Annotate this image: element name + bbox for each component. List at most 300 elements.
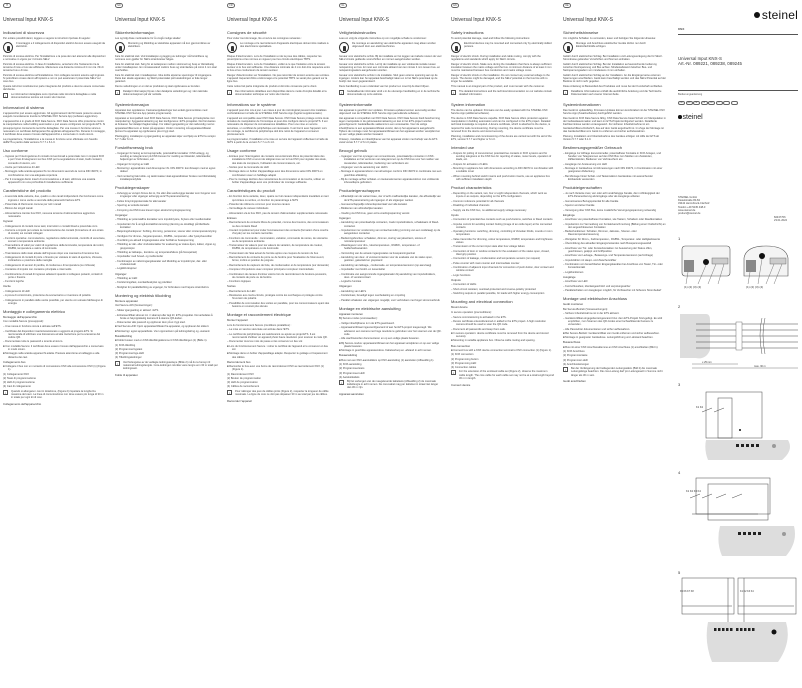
warning-block xyxy=(227,42,330,53)
secure-list xyxy=(451,316,554,331)
mounting-heading: Montage und elektrischer Anschluss xyxy=(563,296,628,302)
outputs-list xyxy=(451,283,554,295)
system-paragraphs-item: Planung, Installation und Inbetriebnahme des Gerätes erfolgen mit Hilfe der ETS ab Version 5.7.7 oder 6.1.0. xyxy=(563,134,660,141)
svg-text:(1) (2) (3) (4): (1) (2) (3) (4) xyxy=(684,285,702,289)
warning-text: Montage und Anschluss elektrischer Geräte dürfen nur durch Elektrofachkräfte erfolgen. xyxy=(576,41,646,48)
language-badge: DE xyxy=(563,3,571,8)
inputs-items-item: – Pulse counter with main counter and intermediate counter xyxy=(451,262,554,265)
safety-intro: Um mögliche Schäden zu vermeiden, lesen und befolgen Sie folgende Hinweise: xyxy=(563,37,656,40)
cable-note xyxy=(451,370,554,381)
system-paragraphs xyxy=(3,112,106,144)
outputs-items-item: – Connection of LEDs xyxy=(451,283,554,286)
numbered-item: (3) LED di programmazione xyxy=(3,381,35,385)
features-items-item: – Afhankelijk van de variant twee, vier of acht onafhankelijke kanalen, die afhankelijk van de ETS-parametrering als ingangen of als uitgangen werken xyxy=(339,195,442,201)
language-column-it xyxy=(0,0,108,688)
inputs-list xyxy=(563,218,666,274)
features-items-item: – Disabling of individual channels xyxy=(451,204,554,207)
outputs-items-item: – Parallelschalten von Ausgängen möglich, für Verbraucher mit höherem Strombedarf xyxy=(563,289,666,292)
figure-3-label: 3 xyxy=(678,382,681,387)
inputs-items-item: – Logikkfunksjoner xyxy=(115,267,218,270)
system-paragraphs-item: The device is KNX Data Secure capable. KNX Data Secure offers protection against manipulation in building automation and can be configured in the ETS project. Detailed technical knowledge is required. A device certificate, which is attached to the device, is required for safe commissioning. During mounting, the device certificate must be removed from the device and stored securely. xyxy=(451,117,551,133)
figure-1-device-diagram xyxy=(678,244,798,290)
outputs-items-item: – Kurzschlussfest, überlastgeschützt und verpolungssicher xyxy=(563,285,666,288)
secure-bullets-item: ■ Montering i egnet apparatboks. Vær oppmerksom på ledningsføring og -avstand. xyxy=(115,330,218,333)
connect-device-heading: Raccorder l'appareil xyxy=(227,398,252,403)
bus-bullet: ■ Collegare il bus con un morsetto di connessione KNX alla connessione KNX (1) (Figura 1). xyxy=(3,365,106,371)
svg-text:K1 K2 K3 K4: K1 K2 K3 K4 xyxy=(686,490,701,493)
safety-paragraphs-item: Danger of electric shock on the installation. Do not connect any external voltage to the inputs. The device might be damaged, and the SELV potential on the bus line will no longer be available. xyxy=(451,74,550,84)
cable-note-text: For the extension of the enclosed cable set (Figure 2), observe the maximum cable length. The core cable for each cable set may not be at a total length beyond 30 m in length. xyxy=(459,370,554,380)
info-note xyxy=(339,90,442,98)
features-list xyxy=(451,192,554,212)
features-list xyxy=(3,195,106,218)
features-items-item: – Depending on the variant, two, four or eight independent channels, which work as inputs or as outputs, depending on the ETS configuration xyxy=(451,192,554,198)
system-paragraphs xyxy=(339,109,442,144)
safety-paragraphs-item: Deze handleiding is een onderdeel van het product en moet bij de klant blijven. xyxy=(339,85,430,89)
numbered-item: (4) Connection cables xyxy=(451,366,477,370)
safety-paragraphs xyxy=(3,55,106,92)
inputs-items-item: – Funzioni operative: commutazione, regolazione della luminosità, controllo di veneziane, scenari o temperatura ambiente xyxy=(3,237,106,243)
secure-bullets-item: ■ Bei Secure-Betrieb: Gerätezertifikat vom Gerät entfernen und sicher aufbewahren. xyxy=(563,332,666,335)
features-items-item: – Alimentazione tramite bus KNX, nessuna tensione di alimentazione aggiuntiva necessaria xyxy=(3,212,106,218)
inputs-items-item: – Anschluss von potentialfreien Kontakten, wie Tastern, Schaltern oder Reedkontakten xyxy=(563,218,666,221)
outputs-items-item: – Parallel schakelen van uitgangen mogelijk, voor verbruikers met hoger stroomverbruik xyxy=(339,299,442,302)
safety-intro: Per evitare possibili danni, leggere e seguire le istruzioni riportate di seguito: xyxy=(3,37,91,40)
language-oval: NO xyxy=(708,101,715,105)
inputs-heading: Ingressi xyxy=(3,219,13,224)
inputs-items-item: – Aansluiting van potentiaalvrije contacten, zoals impulsdrukkers, schakelaars of Reed-contacten xyxy=(339,221,442,227)
warning-block xyxy=(3,42,106,53)
numbered-item: (4) Tilkoblingsledninger xyxy=(115,356,142,360)
language-oval: IT xyxy=(716,101,723,105)
svg-text:max. 30 m: max. 30 m xyxy=(754,365,766,368)
secure-items-item: – Enhetssertifikat skrevet inn i / skannet eller lagt til i ETS-prosjektet. Det anbefales å bruke et høyoppløselig kamera til å skanne QR-koden. xyxy=(115,314,218,320)
inputs-heading: Entrées xyxy=(227,215,237,220)
brand-name: steinel xyxy=(682,114,703,121)
features-items-item: – Gemeinsames Bezugspotential für alle Kanäle xyxy=(563,200,666,203)
system-heading: Systeminformasjon xyxy=(115,102,150,107)
svg-text:(1) (2) (3) (4): (1) (2) (3) (4) xyxy=(746,285,764,289)
secure-items-item: – Le certificat de périphérique est saisi/scanné ou ajouté au projet ETS. Il est recommandé d'utiliser un appareil photo haute résolution pour scanner le code QR. xyxy=(227,333,330,339)
secure-list xyxy=(563,312,666,330)
document-number xyxy=(774,216,787,222)
mount-device-heading: Montere apparatet xyxy=(115,298,138,303)
numbered-item: (2) Tasto di programmazione xyxy=(3,376,36,380)
inputs-items-item: – Impulsteller med hoved- og mellomteller xyxy=(115,255,218,258)
bus-connection-heading: Bus connection xyxy=(451,343,471,348)
features-items-item: – Blokkeren van afzonderlijke kanalen xyxy=(339,207,442,210)
language-ovals xyxy=(678,101,738,105)
outputs-heading: Uitgangen xyxy=(339,284,352,289)
features-list xyxy=(115,192,218,212)
info-note-text: Des informations détaillées sont disponibles dans le mode d'emploi détaillé et la documentation technique sur notre site Internet. xyxy=(235,90,327,97)
features-heading: Product characteristics xyxy=(451,185,492,191)
info-note xyxy=(3,93,106,101)
use-items-item: – Montage dans un boîtier d'appareillage avec des dimensions selon DIN 49073 en combinaison avec un habillage adapté xyxy=(227,170,330,176)
safety-paragraphs-item: Fare for elektrisk støt. Sørg for at isolasjonen mellom strømnett og buss er tilstrekkelig under installasjonen. En minsteavstand mellom buss og strømledere på minst 4 mm skal overholdes. xyxy=(115,62,217,73)
safety-paragraphs-item: Danger d'électrocution sur l'installation. Ne pas raccorder de tension externe aux entrées. L'appareil risquerait d'être endommagé et le potentiel TBTS ne serait plus garanti sur la ligne bus. xyxy=(227,74,330,84)
features-items-item: – Sperren einzelner Kanäle xyxy=(563,204,666,207)
secure-mode-label: Ved Secure-drift (forutsetninger): xyxy=(115,304,153,308)
language-oval: DE xyxy=(678,101,685,105)
language-oval: FR xyxy=(701,101,708,105)
language-oval: EN xyxy=(686,101,693,105)
outputs-list xyxy=(115,277,218,289)
bus-bullet: ■ Bus mit einer KNX Anschlussklemme an KNX Anschluss (1) anschließen (Bild 1). xyxy=(563,346,666,349)
intended-use-list xyxy=(339,155,442,184)
features-items-item: – Potenziale di riferimento comune per tutti i canali xyxy=(3,203,106,206)
cable-note xyxy=(115,361,218,372)
numbered-item: (4) Cavi di collegamento xyxy=(3,385,31,389)
safety-intro: To avoid potential damage, read and follow the following instructions: xyxy=(451,37,531,40)
bus-connection-heading: Collegamento bus xyxy=(3,359,26,364)
use-items-item: – Montaggio nella scatola apparecchi con dimensioni secondo la norma DIN 49073, in combinazione con una adeguata copertura xyxy=(3,170,106,176)
secure-items-item: – Certificato del dispositivo inserito/scansionato o aggiunto al progetto ETS. Si raccomanda di utilizzare una fotocamera ad alta risoluzione per la scansione del codice QR. xyxy=(3,330,106,340)
safety-paragraphs-item: Gefahr durch elektrischen Schlag an der Installation. An die Eingänge keine externen Spannungen anschließen. Gerät kann beschädigt werden und das SELV-Potential auf der Buslinie ist nicht mehr gegeben. xyxy=(563,74,666,84)
safety-paragraphs-item: Danger of electric shock. During installation and cable routing, comply with the regulations and standards which apply for SELV circuits. xyxy=(451,54,541,61)
warning-text: Il montaggio e il collegamento di dispositivi elettrici devono essere eseguiti da elettricisti. xyxy=(16,41,105,48)
system-paragraphs-item: La programmation, l'installation et la mise en service de l'appareil s'effectuent à l'aide de l'ETS à partir de la version 5.7.7 ou 6.1.0. xyxy=(227,137,329,145)
inputs-items-item: – Connection of potential-free contacts such as push-buttons, switches or Reed contacts xyxy=(451,218,554,221)
inputs-list xyxy=(3,225,106,284)
use-items-item: – Outputs for activation of LEDs xyxy=(451,163,554,166)
intended-use-list xyxy=(563,152,666,181)
inputs-items-item: – Verzending van de actuele ingangsstatus na busspanningsuitval xyxy=(339,252,442,255)
numbered-item: (3) Programmier-LED xyxy=(563,358,588,362)
info-icon: i xyxy=(563,367,568,372)
safety-paragraphs-item: Pericolo di scossa elettrica sull'installazione. Non collegare tensioni esterne agli ingressi. Si potrebbero creare danni all'impianto e non si può assicurare il potenziale SELV sul cavo bus. xyxy=(3,74,105,84)
inputs-heading: Inputs xyxy=(451,212,459,217)
knx-logo: KNX xyxy=(678,27,685,31)
features-items-item: – Gemeenschappelijk referentiepotentiaal voor alle kanalen xyxy=(339,203,442,206)
info-icon: i xyxy=(115,90,120,95)
numbered-item: (3) Programmerings-LED xyxy=(115,352,144,356)
mounting-heading: Montage et raccordement électrique xyxy=(227,312,292,318)
inputs-items-item: – Kombination von benachbarten Eingangskanälen bei Anschluss von Taster, Tür- oder Fensterkontakt xyxy=(563,263,666,269)
secure-mode-label: In secure operation (preconditions): xyxy=(451,310,492,314)
secure-items-item: – Gerätezertifikat eingegeben/eingescannt bzw. dem ETS-Projekt hinzugefügt. Es wird empfohlen, zum Scannen des QR-Codes eine hochauflösende Kamera zu verwenden. xyxy=(563,317,666,327)
features-list xyxy=(339,195,442,215)
inputs-items-item: – Transmission of the current input state after bus voltage failure xyxy=(451,245,554,248)
features-items-item: – Je nach Variante zwei, vier oder acht unabhängige Kanäle, die in Abhängigkeit der ETS-Parametrierung als Eingänge oder als Ausgänge arbeiten xyxy=(563,192,666,198)
inputs-items-item: – Anschluss von Leckage-, Betauungs- und Temperatursensoren (auf Anfrage) xyxy=(563,254,666,257)
safety-paragraphs xyxy=(451,55,554,89)
system-paragraphs-item: Apparatet kan oppdateres. Fastvareoppdateringer kan enkelt gjennomføres med STEINEL KNX Service App (ekstra programvare). xyxy=(115,109,208,116)
company-email[interactable]: product@steinel.de xyxy=(678,212,701,216)
inputs-items-item: – Combinatie van aangrenzende ingangskanalen bij aansluiting van impulsdrukkers, deur- of venstercontact xyxy=(339,273,442,279)
secure-bullets-item: ■ In secure operation: device certificate must be removed from the device and stored securely. xyxy=(451,332,554,338)
secure-bullets-item: ■ Con modalità Secure: il certificato deve essere rimosso dall'apparecchio e conservato in modo sicuro. xyxy=(3,345,106,351)
inputs-heading: Ingangen xyxy=(339,215,351,220)
features-list xyxy=(563,192,666,212)
info-icon: i xyxy=(3,93,8,98)
outputs-list xyxy=(339,290,442,302)
inputs-heading: Eingänge xyxy=(563,212,575,217)
language-column-nl xyxy=(336,0,444,688)
warning-text: De montage en aansluiting van elektrische apparaten mag alleen worden uitgevoerd door een elektrotechnicus. xyxy=(352,41,436,48)
safety-paragraphs-item: Risque d'électrocution. Lors de l'installation et de la pose des câbles, respecter les prescriptions et les normes en vigueur pour les circuits électriques TBTS. xyxy=(227,54,322,61)
bus-connection-heading: Raccordement bus xyxy=(227,359,251,364)
connection-legend xyxy=(339,363,442,379)
intended-use-heading: Forskriftsmessig bruk xyxy=(115,145,154,151)
info-icon: i xyxy=(339,380,344,385)
safety-paragraphs-item: Gefahr durch elektrischen Schlag. Bei Installation und Leitungsverlegung die für SELV-Stromkreise geltenden Vorschriften und Normen einhalten. xyxy=(563,54,663,61)
features-heading: Produktegenskaper xyxy=(115,185,150,191)
numbered-item: (3) Programmeer-LED xyxy=(339,371,365,375)
cable-note-text: Ved forlengelse av de vedlagte ledningssettene (Bilde 2) må du ta hensyn til maksimal ledningslengde. Core-ledningen må ikke være lengre enn 30 m totalt per ledningssett. xyxy=(123,360,218,371)
cover-title-block xyxy=(678,56,742,66)
info-icon: i xyxy=(451,370,456,375)
features-heading: Producteigenschappen xyxy=(339,188,380,194)
steinel-logo xyxy=(754,8,798,22)
figure-5-label: 5 xyxy=(678,570,681,575)
inputs-items-item: – Aansluiting van lekkage-, condensatie- en temperatuursensoren (op aanvraag) xyxy=(339,264,442,267)
use-items-item: – Innganger for lesing av konvensjonelle, potensialfrie kontakter i KNX-anlegg, og sending av telegrammer på KNX-bussen for melding av tilstander, tellerstander, betjeninger av forbrukere, etc. xyxy=(115,152,218,162)
inputs-items-item: – Anschluss von Tür- oder Fensterkontakten zur Auswertung der Status offen, geschlossen, gekippt und Griffposition xyxy=(563,247,666,253)
language-oval xyxy=(731,101,738,105)
inputs-items-item: – Übermittlung des aktuellen Eingangszustandes nach Busspannungsausfall xyxy=(563,242,666,245)
company-city: 33442 Herzebrock-Clarholz xyxy=(678,202,710,206)
features-list xyxy=(227,195,330,215)
cable-note xyxy=(563,367,666,378)
divider xyxy=(678,34,798,35)
info-note-text: Detaljert informasjon finnes i den detaljerte veiledningen og i den tekniske dokumentasjonen på vår nettside. xyxy=(123,90,208,97)
use-items-item: – Sorties pour la commande de LED xyxy=(227,166,330,169)
inputs-items-item: – Raccordement de contacts de porte ou de fenêtre pour l'évaluation de l'état ouvert, fermé, incliné et position de poignée xyxy=(227,256,330,262)
mount-device-heading: Apparaat monteren xyxy=(339,311,363,316)
secure-items-item: – Secure commissioning is activated in the ETS. xyxy=(451,316,554,319)
safety-heading: Safety instructions xyxy=(451,30,484,35)
inputs-items-item: – Raccordement de capteurs de fuite, de condensation et de température (sur demande) xyxy=(227,264,330,267)
info-icon: i xyxy=(451,90,456,95)
inputs-items-item: – Fonctions de commande : commutation, variation, commande de stores, de scénarios ou de température ambiante xyxy=(227,237,330,243)
inputs-items-item: – Overføring av aktuell inngangsstatus etter bortfall av bussspenning xyxy=(115,239,218,242)
outputs-heading: Uscite xyxy=(3,284,11,289)
figure-1-label: 1 xyxy=(678,236,681,241)
outputs-items-item: – Raccordement de LED xyxy=(227,290,330,293)
inputs-items-item: – Combination of adjacent input channels for connection of push-button, door contact and window contact xyxy=(451,266,554,272)
product-title: Universal Input KNX-S xyxy=(339,17,390,23)
secure-bullets-item: ■ Montage in geschikte apparatendoos. Kabelverloop en -afstand in acht nemen. xyxy=(339,349,442,352)
features-items-item: – En fonction de la variante, deux, quatre ou huit canaux indépendants travaillant en tant qu'entrées ou sorties, en fonction du paramétrage à l'ETS xyxy=(227,195,330,201)
system-paragraphs-item: Het apparaat is geschikt voor updates. Firmware-updates kunnen eenvoudig worden uitgevoerd met de STEINEL KNX Service App (aanvullende software). xyxy=(339,109,437,116)
features-items-item: – Avhengig av versjon finnes det to, fire eller åtte uavhengige kanaler som fungerer som innganger eller utganger avhengig av ETS-parameterisering xyxy=(115,192,218,198)
features-heading: Produkteigenschaften xyxy=(563,185,602,191)
inputs-items-item: – Kombinasjon av naboinngangskanaler ved tilkobling av impulsbryter, dør- eller vinduskontakt xyxy=(115,260,218,266)
inputs-items-item: – Bedienfunktionen: Schalten, Dimmen, Jalousie-, Szenen- oder Raumtemperatursteuerung xyxy=(563,230,666,236)
cable-note xyxy=(227,390,330,398)
outputs-heading: Sorties xyxy=(227,284,236,289)
secure-mode-label: Bij Secure-modus (voorwaarden): xyxy=(339,317,378,321)
outputs-items-item: – A prova di cortocircuito, protezione da sovraccarico e inversione di polarità xyxy=(3,294,106,297)
numbered-item: (2) Programmiertaste xyxy=(563,354,588,358)
system-paragraphs-item: Planning, installation and commissioning of the device are carried out with the aid of the ETS, version 5.7.7 and higher or 6.1.0. xyxy=(451,134,552,141)
outputs-items-item: – Mulighet for parallellkobling av utganger, for forbrukere med høyere strømbehov xyxy=(115,286,218,289)
language-badge: IT xyxy=(3,3,11,8)
info-note-text: Detaillierte Informationen enthält die ausführliche Anleitung und die Technische Dokumentation auf unserer Internet-Seite. xyxy=(571,90,662,97)
figure-4-label: 4 xyxy=(678,470,681,475)
figure-4-wiring-diagram xyxy=(678,476,798,560)
doc-number: 82437706 xyxy=(774,216,786,219)
outputs-items-item: – Switching outputs in parallel possible, for loads with higher energy consumption xyxy=(451,292,554,295)
numbered-item: (4) Câbles de raccordement xyxy=(227,385,260,389)
secure-items-item: – Dokumenter alle passord og oppbevar dem på et trygt sted. xyxy=(115,321,218,324)
system-paragraphs-item: The device can be updated. Firmware can be easily updated with the STEINEL KNX Service App (additional software). xyxy=(451,109,548,116)
cable-note-text: Quando si allungano i cavi in dotazione, (Figura 2) rispettare la lunghezza massima del cavo. La linea di comunicazione non deve essere più lunga di 30 m in totale per ogni kit di cavi. xyxy=(11,389,104,399)
system-paragraphs xyxy=(451,109,554,141)
info-icon: i xyxy=(227,90,232,95)
inputs-items-item: – Courant impulsionnel pour éviter l'encrassement des contacts (formation d'une couche d'oxyde) sur les contacts raccordés xyxy=(227,229,330,235)
inputs-items-item: – Transmission de l'état actuel de l'entrée après une coupure de tension du bus xyxy=(227,252,330,255)
connect-device-heading: Gerät anschließen xyxy=(563,379,586,384)
connect-device-heading: Connect device xyxy=(451,382,471,387)
safety-paragraphs-item: This manual is an integral part of the product, and must remain with the customer. xyxy=(451,85,545,89)
use-items-item: – Montage in apparatendozen met afmetingen conform DIN 49073 in combinatie met een geschikte afdekking xyxy=(339,170,442,176)
features-items-item: – Supply via the KNX bus, no additional supply voltage necessary xyxy=(451,209,554,212)
features-items-item: – A seconda della variante, due, quattro o otto canali indipendenti che funzionano come ingressi o come uscite a seconda della parametrizzazione ETS xyxy=(3,195,106,201)
secure-bullets-item: ■ Lors du fonctionnement Secure : retirer le certificat de l'appareil et le conserver en lieu sûr. xyxy=(227,345,330,351)
inputs-items-item: – Combinaison de canaux d'entrée voisins lors du raccordement de boutons-poussoirs, de contacts de porte ou de fenêtre xyxy=(227,273,330,279)
doc-date: 23.01.2024 xyxy=(774,219,787,223)
secure-items-item: – Sichere Inbetriebnahme ist in der ETS aktiviert. xyxy=(563,312,666,315)
numbered-item: (4) Aansluitkabels xyxy=(339,375,360,379)
language-column-fr xyxy=(224,0,332,688)
info-note-text: Gedetailleerde informatie vindt u in de uitvoerige handleiding en in de technische documentatie op onze website. xyxy=(347,90,440,97)
warning-block xyxy=(451,42,554,53)
intended-use-heading: Uso conforme xyxy=(3,148,28,154)
info-note-text: Le informazioni dettagliate sono riportate nelle istruzioni dettagliate e nella documentazione tecnica sul nostro sito Internet. xyxy=(11,93,97,100)
language-badge: FR xyxy=(227,3,235,8)
inputs-items-item: – Operating functions: switching, dimming, controlling of Venetian blinds, moods or room temperature xyxy=(451,230,554,236)
secure-list xyxy=(339,322,442,340)
inputs-items-item: – Corrente a impulsi per evitare la contaminazione dei contatti (formazione di uno strato di ossido) sui contatti collegati xyxy=(3,229,106,235)
inputs-items-item: – Raccordement de contacts libres de potentiel, comme des boutons, des commutateurs ou des contacts Reed xyxy=(227,221,330,227)
use-items-item: – Mounting in appliance box with dimensions according to DIN 49073 in combination with a suitable cover xyxy=(451,167,554,173)
connection-legend xyxy=(563,350,666,366)
connection-legend xyxy=(451,353,554,369)
warning-block xyxy=(339,42,442,53)
secure-bullets xyxy=(3,345,106,359)
safety-intro: Lees en volg de volgende instructies op om mogelijke schade te voorkomen: xyxy=(339,37,427,40)
safety-paragraphs-item: Pericolo di scossa elettrica. In fase di installazione, accertarsi che l'isolamento tra la tensione di rete e bus sia sufficiente. Mantenere una distanza minima di 4 mm tra i fili di tensione bus e di rete. xyxy=(3,62,104,73)
svg-text:K1 K2 K3 K4: K1 K2 K3 K4 xyxy=(740,590,754,593)
inputs-items-item: – Impulszähler mit Haupt- und Zwischenzähler xyxy=(563,259,666,262)
figure-5-wiring-diagram xyxy=(678,576,800,666)
electrician-warning-icon xyxy=(563,42,573,53)
cable-note-text: Bij het verlengen van de meegeleverde kabelsets (Afbeelding 2) de maximale kabellengte in acht nemen. De core-kabel mag per kabelset in totaal niet langer dan 30 m zijn. xyxy=(347,379,439,390)
bus-connection-heading: Busaansluiting xyxy=(339,353,358,358)
numbered-item: (1) Collegamento KNX xyxy=(3,372,29,376)
info-icon: i xyxy=(227,390,232,395)
inputs-items-item: – Tilkobling av dør- eller vinduskontakter for evaluering av status åpen, lukket, vippet og grepposisjon xyxy=(115,243,218,249)
company-phone: Telefon +49 5245 448-0 xyxy=(678,205,706,209)
connect-device-heading: Collegamento dell'apparecchio xyxy=(3,401,42,406)
steinel-logo-small xyxy=(678,114,703,121)
system-paragraphs-item: Ontwerp, installatie en inbedrijfname van het apparaat vinden met behulp van de ETS vanaf versie 5.7.7 of 6.1.0 plaats. xyxy=(339,137,438,145)
use-items-item: – Utganger for styring av LED xyxy=(115,163,218,166)
inputs-list xyxy=(339,221,442,283)
numbered-item: (1) KNX-aansluiting xyxy=(339,363,362,367)
svg-text:K5 K6 K7 K8: K5 K6 K7 K8 xyxy=(680,590,694,593)
inputs-items-item: – Transmetteur de valeurs pour les valeurs de variation, de température de couleur, RGBW, de température ou de luminosité xyxy=(227,244,330,250)
numbered-item: (3) LED de programmation xyxy=(227,381,258,385)
secure-items-item: – Apparaatcertificaat ingevoerd/gescand of aan het ETS-project toegevoegd. We adviseren een camera met hoge resolutie te gebruiken voor het scannen van de QR-code. xyxy=(339,326,442,336)
inputs-heading: Innganger xyxy=(115,212,128,217)
system-paragraphs-item: Het apparaat is compatibel met KNX Data Secure. KNX Data Secure biedt bescherming tegen manipulatie in de gebouwautomatisering en kan in het ETS-project worden geconfigureerd. Gedetailleerde vakkennis is een voorwaarde. Voor de veilige inbedrijfname is een apparaatcertificaat vereist, dat op het apparaat is aangebracht. Tijdens de montage moet het apparaatcertificaat van het apparaat worden verwijderd en op een veilige plaats worden bewaard. xyxy=(339,117,441,137)
use-items-item: – Pour le montage derrière des mécanismes de commutation et de touche, utiliser un boîtier d'appareillage avec une profondeur de montage suffisante xyxy=(227,178,330,184)
secure-items-item: – Veilige inbedrijfname is in de ETS geactiveerd. xyxy=(339,322,442,325)
inputs-items-item: – Logikfunktionen xyxy=(563,271,666,274)
use-items-item: – Entrées pour l'interrogation de contacts conventionnels libres de potentiel dans des installations KNX et envoi de télégrammes sur le bus KNX pour signaler des états, des états de compteurs, l'utilisation de consommateurs, etc. xyxy=(227,155,330,165)
divider xyxy=(678,90,798,91)
connection-legend xyxy=(227,373,330,389)
safety-heading: Sicherheitshinweise xyxy=(563,30,599,35)
language-badge: NL xyxy=(339,3,347,8)
inputs-items-item: – Trasmissione dello stato attuale dell'ingresso dopo una mancanza di tensione bus xyxy=(3,252,106,255)
safety-paragraphs-item: Queste istruzioni costituiscono parte integrante del prodotto e devono essere conservate dal cliente. xyxy=(3,85,105,92)
warning-text: Montering og tilkobling av elektriske apparater må kun gjennomføres av elektrikere. xyxy=(128,41,211,48)
cover-column xyxy=(672,0,802,688)
use-items-item: – Uitgangen voor de aansturing van LED's xyxy=(339,166,442,169)
inputs-items-item: – Bedieningsfuncties: schakelen, dimmen, sturing van jaloezieën, scènes of ruimtetemperatuur xyxy=(339,237,442,243)
numbered-item: (1) KNX-tilkobling xyxy=(115,343,136,347)
cable-note xyxy=(339,380,442,391)
bus-bullet: ■ Koble bussen med en KNX-tilkoblingsklemme til KNX-tilkoblingen (1) (Bilde 1). xyxy=(115,339,218,342)
warning-text: Electrical devices may be mounted and connected only by electrically skilled persons. xyxy=(464,41,552,48)
company-address xyxy=(678,196,710,215)
secure-bullets-item: ■ Montage in geeigneter Gerätedose. Leitungsführung und -abstand beachten. xyxy=(563,336,666,339)
secure-items-item: – Sikker igangsetting er aktivert i ETS. xyxy=(115,309,218,312)
connect-device-heading: Apparaat aansluiten xyxy=(339,392,364,397)
outputs-items-item: – Possibilité de commutation des sorties en parallèle, pour les consommateurs ayant des besoins en courant plus élevés xyxy=(227,302,330,308)
language-oval xyxy=(723,101,730,105)
system-paragraphs-item: La progettazione, l'installazione e la messa in funzione sono effettuate con l'ausilio dell'ETS a partire dalla versione 5.7.7 o 6.1.0. xyxy=(3,137,98,145)
secure-items-item: – Documentare tutte le password e tenerle al sicuro. xyxy=(3,340,106,343)
features-items-item: – Verrouillage de canaux individuels xyxy=(227,207,330,210)
inputs-items-item: – Connection of leakage, condensation and temperature sensors (on request) xyxy=(451,257,554,260)
inputs-items-item: – Waardegever voor dim-, kleurtemperatuur-, RGBW-, temperatuur- of helderheidswaarden xyxy=(339,244,442,250)
outputs-items-item: – Tilkobling av LED xyxy=(115,277,218,280)
intended-use-list xyxy=(115,152,218,181)
brand-name: steinel xyxy=(761,8,798,22)
info-icon: i xyxy=(339,90,344,95)
safety-heading: Sikkerhetsinformasjon xyxy=(115,30,155,35)
numbered-item: (2) Bouton de programmation xyxy=(227,376,261,380)
inputs-items-item: – Logische functies xyxy=(339,280,442,283)
inputs-items-item: – Combinazione di canali di ingresso adiacenti quando si collegano pulsanti, contatti di porte o finestre xyxy=(3,273,106,279)
inputs-items-item: – Tilkobling av lekkasje-, kondens- og temperaturfølere (på forespørsel) xyxy=(115,251,218,254)
logo-dot-icon xyxy=(678,115,682,119)
features-heading: Caractéristiques du produit xyxy=(227,188,275,194)
article-numbers: Art.-Nr. 089221, 089238, 089245 xyxy=(678,61,742,67)
system-paragraphs-item: L'appareil est compatible avec KNX Data Secure. KNX Data Secure protège contre toute tentative de manipulation de l'immotique et peut être configuré dans le projet ETS. Il est nécessaire de disposer de connaissances détaillées. Pour une mise en service sécurisée, un certificat de périphérique est nécessaire. Il est fourni avec l'appareil. Lors du montage, le certificat de périphérique doit être retiré de l'appareil et conservé précieusement. xyxy=(227,117,329,137)
features-items-item: – Felles forsyningspotensiale for alle kanaler xyxy=(115,200,218,203)
manual-label: Bedienungsanleitung xyxy=(678,93,703,96)
features-heading: Caratteristiche del prodotto xyxy=(3,188,52,194)
connect-device-heading: Koble til apparatet xyxy=(115,372,138,377)
figure-3-wiring-diagram xyxy=(678,390,798,462)
outputs-items-item: – Anschluss von LED xyxy=(563,280,666,283)
inputs-items-item: – Impulsstrøm for å unngå kontaktforurensning (danning av oksidlag) på tilkoblede kontakter xyxy=(115,223,218,229)
intended-use-heading: Bestimmungsgemäßer Gebrauch xyxy=(563,145,622,151)
electrician-warning-icon xyxy=(339,42,349,53)
system-heading: Systeeminformatie xyxy=(339,102,373,107)
intended-use-list xyxy=(3,155,106,184)
safety-intro: Les og følg disse merknadene for å unngå mulige skader: xyxy=(115,37,182,40)
company-web[interactable]: www.steinel.de xyxy=(678,208,696,212)
product-title: Universal Input KNX-S xyxy=(227,17,278,23)
bus-bullet: ■ Bus met een KNX-aansluitklem op KNX-aansluiting (1) aansluiten (Afbeelding 1). xyxy=(339,359,442,362)
